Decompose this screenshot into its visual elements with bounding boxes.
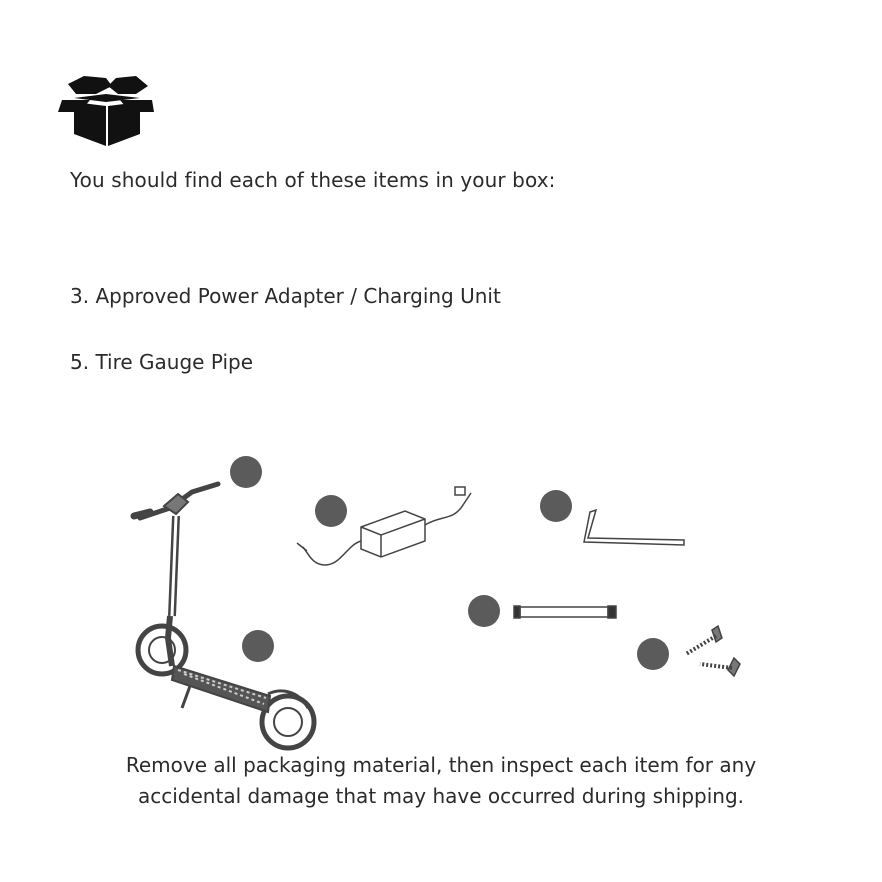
item-power-adapter: 3. Approved Power Adapter / Charging Unit — [70, 284, 501, 308]
item-tire-gauge-pipe: 5. Tire Gauge Pipe — [70, 350, 254, 374]
power-adapter-illustration — [295, 485, 485, 575]
tire-gauge-pipe-illustration — [512, 602, 622, 622]
open-box-icon — [56, 72, 156, 148]
screws-illustration — [682, 624, 752, 684]
intro-text: You should find each of these items in your box: — [70, 168, 556, 192]
footer-line-2: accidental damage that may have occurred during shipping. — [138, 784, 744, 808]
hex-key-illustration — [578, 498, 718, 558]
item-marker — [637, 638, 669, 670]
item-marker — [540, 490, 572, 522]
item-marker — [468, 595, 500, 627]
footer-line-1: Remove all packaging material, then inspect each item for any — [125, 753, 757, 777]
